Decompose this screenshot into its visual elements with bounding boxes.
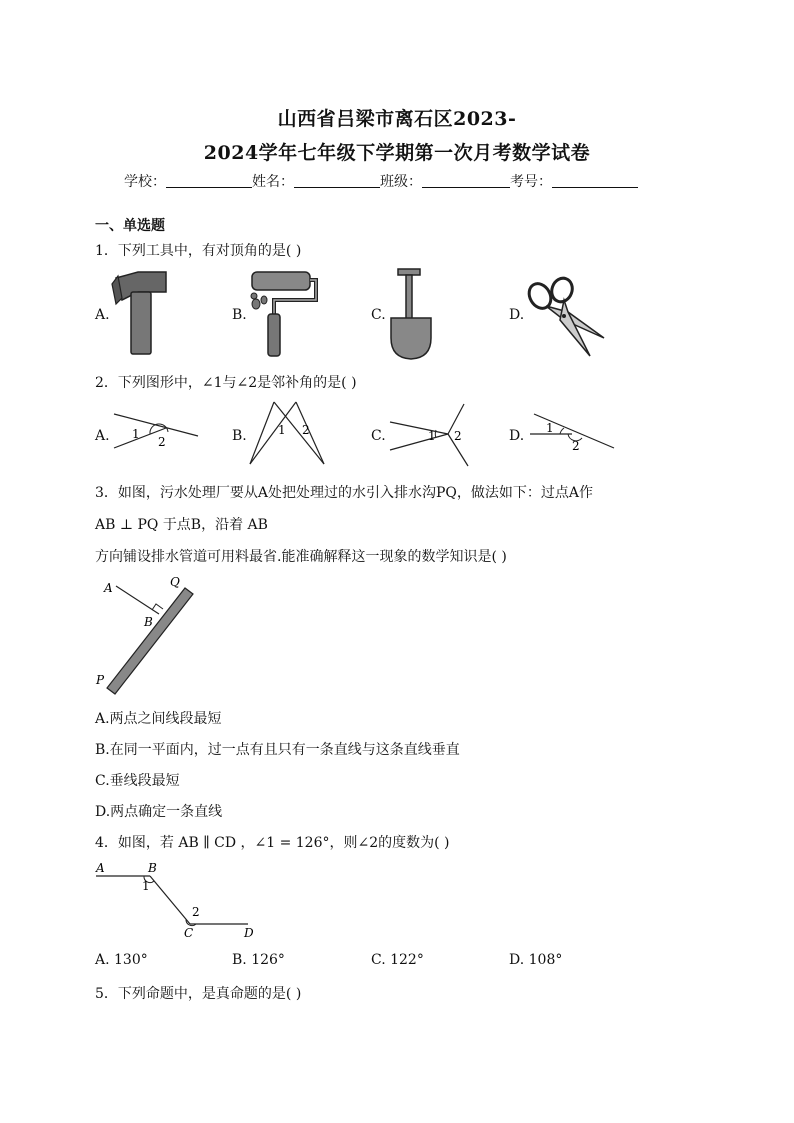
exam-title-line1: 山西省吕梁市离石区2023- <box>277 108 517 130</box>
q3-option-b: B.在同一平面内，过一点有且只有一条直线与这条直线垂直 <box>95 742 460 758</box>
q1-option-c-label: C. <box>371 307 386 323</box>
school-blank <box>166 173 252 188</box>
question-3-line1: 3．如图，污水处理厂要从A处把处理过的水引入排水沟PQ，做法如下：过点A作 <box>95 485 594 501</box>
question-3-line2: AB ⊥ PQ 于点B，沿着 AB <box>95 517 268 533</box>
hammer-icon <box>108 270 174 358</box>
q4-option-a: A. 130° <box>95 952 148 968</box>
paint-roller-icon <box>246 270 322 358</box>
q4-option-d: D. 108° <box>509 952 563 968</box>
q4-label-angle1: 1 <box>142 879 150 893</box>
q4-option-b: B. 126° <box>232 952 285 968</box>
q3-label-a: A <box>104 581 113 595</box>
school-label: 学校： <box>124 174 166 190</box>
q3-figure <box>94 574 198 696</box>
q4-label-angle2: 2 <box>192 905 200 919</box>
q2a-angle1-label: 1 <box>132 427 140 441</box>
section-heading: 一、单选题 <box>95 218 165 234</box>
question-3-line3: 方向铺设排水管道可用料最省.能准确解释这一现象的数学知识是( ) <box>95 549 507 565</box>
q2c-angle1-label: 1 <box>428 429 436 443</box>
q1-option-b-label: B. <box>232 307 247 323</box>
q2-figure-d <box>530 410 616 454</box>
class-label: 班级： <box>380 174 422 190</box>
q1-option-d-label: D. <box>509 307 525 323</box>
scissors-icon <box>524 276 608 358</box>
q4-label-c: C <box>184 926 194 940</box>
q3-label-q: Q <box>170 575 180 589</box>
class-blank <box>422 173 510 188</box>
q2d-angle1-label: 1 <box>546 421 554 435</box>
q3-option-d: D.两点确定一条直线 <box>95 804 223 820</box>
name-blank <box>294 173 380 188</box>
q2-option-b-label: B. <box>232 428 247 444</box>
q3-option-c: C.垂线段最短 <box>95 773 180 789</box>
q2b-angle2-label: 2 <box>302 423 310 437</box>
question-5-text: 5．下列命题中，是真命题的是( ) <box>95 986 302 1002</box>
q3-label-p: P <box>96 673 105 687</box>
q2-option-c-label: C. <box>371 428 386 444</box>
student-info-row <box>124 171 638 191</box>
q2-figure-a <box>110 410 200 450</box>
name-label: 姓名： <box>252 174 294 190</box>
q1-option-a-label: A. <box>95 307 110 323</box>
exam-no-blank <box>552 173 638 188</box>
q2a-angle2-label: 2 <box>158 435 166 449</box>
q4-label-a: A <box>96 861 105 875</box>
q3-option-a: A.两点之间线段最短 <box>95 711 222 727</box>
q4-label-b: B <box>148 861 157 875</box>
q4-figure <box>94 860 264 942</box>
q2-option-a-label: A. <box>95 428 110 444</box>
exam-no-label: 考号： <box>510 174 552 190</box>
question-2-text: 2．下列图形中，∠1与∠2是邻补角的是( ) <box>95 375 357 391</box>
question-4-text: 4．如图，若 AB ∥ CD ，∠1 = 126°，则∠2的度数为( ) <box>95 835 450 851</box>
q2b-angle1-label: 1 <box>278 423 286 437</box>
q2d-angle2-label: 2 <box>572 439 580 453</box>
q4-option-c: C. 122° <box>371 952 424 968</box>
q3-label-b: B <box>144 615 153 629</box>
q4-label-d: D <box>244 926 254 940</box>
q2-option-d-label: D. <box>509 428 525 444</box>
question-1-text: 1．下列工具中，有对顶角的是( ) <box>95 243 302 259</box>
shovel-icon <box>388 268 436 360</box>
q2c-angle2-label: 2 <box>454 429 462 443</box>
q2-figure-b <box>246 400 326 466</box>
q2-figure-c <box>388 402 468 466</box>
exam-title-line2: 2024学年七年级下学期第一次月考数学试卷 <box>203 142 591 164</box>
